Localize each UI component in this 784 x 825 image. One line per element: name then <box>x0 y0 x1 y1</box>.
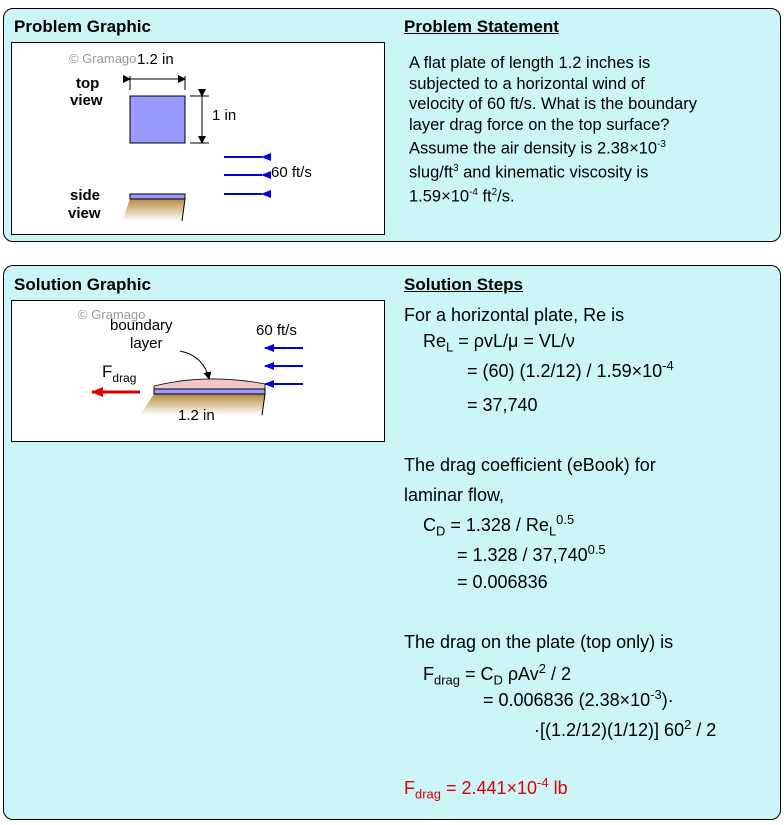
boundary-line1: boundary <box>110 317 173 334</box>
top-view-line1: top <box>76 75 100 92</box>
statement-line: layer drag force on the top surface? <box>409 115 670 134</box>
problem-graphic-title: Problem Graphic <box>14 17 151 36</box>
cd-definition: $C_D = 1.328 / Re_L^{0.5}$ <box>423 512 575 539</box>
cd-intro-line2: laminar flow, <box>404 485 505 505</box>
velocity-label: 60 ft/s <box>271 164 312 181</box>
side-view-label <box>68 187 101 222</box>
plate-top-view <box>130 96 185 143</box>
solution-steps-title: Solution Steps <box>404 275 523 294</box>
fd-substitution-1: = 0.006836 $(2.38\times 10^{-3})\cdot$ <box>483 687 674 710</box>
drag-force-label: $F_{drag}$ <box>102 362 137 385</box>
side-view-line2: view <box>68 205 101 222</box>
problem-diagram <box>12 43 386 236</box>
statement-line: Assume the air density is $2.38\times 10^{-3}$ <box>409 139 666 158</box>
problem-statement-title: Problem Statement <box>404 17 559 36</box>
re-result: = 37,740 <box>467 395 538 415</box>
re-definition: $Re_L = \rho vL/\mu = VL/\nu$ <box>423 331 575 355</box>
statement-line: subjected to a horizontal wind of <box>409 74 645 93</box>
solution-graphic <box>11 300 385 442</box>
statement-line: A flat plate of length 1.2 inches is <box>409 54 651 72</box>
solution-diagram <box>12 301 386 443</box>
statement-line: slug/$ft^3$ and kinematic viscosity is <box>409 163 649 182</box>
top-view-line2: view <box>70 92 103 109</box>
problem-graphic <box>11 42 385 235</box>
cd-intro-line1: The drag coefficient (eBook) for <box>404 455 656 475</box>
fd-definition: $F_{drag} = C_D$ ρAv$^2$ / 2 <box>423 661 571 688</box>
top-view-label <box>70 75 103 109</box>
width-label: 1 in <box>212 107 237 124</box>
boundary-line2: layer <box>130 335 163 352</box>
statement-line: $1.59\times 10^{-4}$ $ft^2/s$. <box>409 187 515 206</box>
cd-substitution: = $1.328 / 37,740^{0.5}$ <box>457 542 606 565</box>
final-answer: $F_{drag} = 2.441\times 10^{-4}$ lb <box>404 775 568 802</box>
copyright-watermark: © Gramago <box>69 51 137 66</box>
plate <box>154 389 265 394</box>
side-view-line1: side <box>70 187 101 204</box>
re-substitution: = (60) $(1.2/12) / 1.59\times 10^{-4}$ <box>467 358 674 381</box>
boundary-layer-shape <box>154 379 265 389</box>
boundary-layer-label <box>110 317 173 352</box>
ground-support <box>122 199 185 221</box>
re-intro: For a horizontal plate, Re is <box>404 305 625 325</box>
plate-side-view <box>130 194 185 199</box>
boundary-pointer <box>180 351 209 379</box>
copyright-watermark: © Gramago <box>78 307 146 322</box>
fd-intro: The drag on the plate (top only) is <box>404 632 674 652</box>
solution-graphic-title: Solution Graphic <box>14 275 151 294</box>
length-label: 1.2 in <box>178 407 215 424</box>
length-label: 1.2 in <box>137 51 174 68</box>
problem-statement <box>409 53 774 207</box>
cd-result: = 0.006836 <box>457 572 548 592</box>
velocity-label: 60 ft/s <box>256 322 297 339</box>
fd-substitution-2: ·[(1.2/12)(1/12)] $60^2 / 2$ <box>534 717 717 740</box>
statement-line: velocity of 60 ft/s. What is the boundary <box>409 95 697 113</box>
